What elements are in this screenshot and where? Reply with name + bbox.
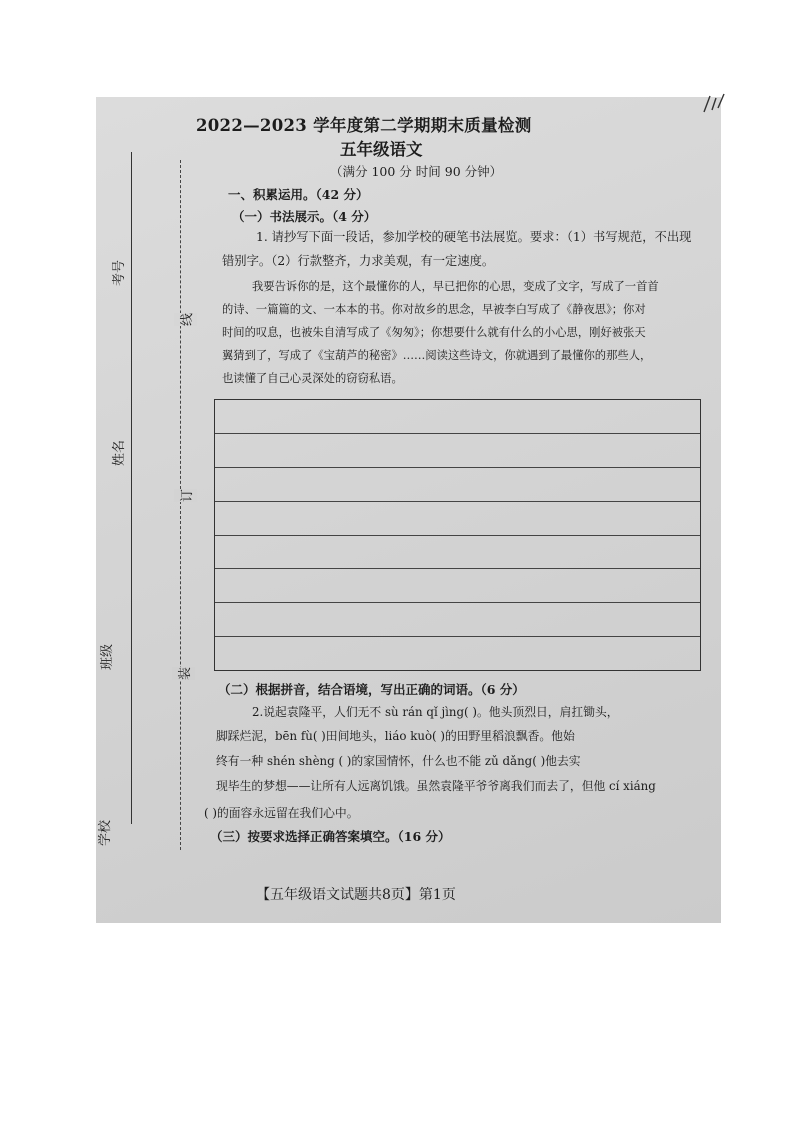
passage-line: 翼猜到了，写成了《宝葫芦的秘密》……阅读这些诗文，你就遇到了最懂你的那些人， (222, 349, 652, 362)
section1-heading: 一、积累运用。（42 分） (228, 187, 369, 202)
passage-line: 的诗、一篇篇的文、一本本的书。你对故乡的思念，早被李白写成了《静夜思》；你对 (222, 303, 646, 316)
q2-line: ( )的面容永远留在我们心中。 (204, 806, 359, 820)
writing-line (215, 501, 700, 502)
exam-subtitle: 五年级语文 (340, 140, 423, 159)
page-footer: 【五年级语文试题共8页】第1页 (256, 887, 456, 903)
school-label: 学校 (98, 819, 113, 846)
passage-line: 时间的叹息，也被朱自清写成了《匆匆》；你想要什么就有什么的小心思，刚好被张天 (222, 326, 646, 339)
passage-line: 也读懂了自己心灵深处的窃窃私语。 (222, 372, 403, 385)
q1-instruction-line2: 错别字。（2）行款整齐，力求美观，有一定速度。 (222, 254, 495, 268)
exam-title: 2022—2023 学年度第二学期期末质量检测 (196, 116, 532, 135)
part3-heading: （三）按要求选择正确答案填空。（16 分） (210, 829, 451, 844)
binding-mark-zhuang: 装 (172, 667, 195, 680)
corner-mark (700, 92, 730, 116)
part1-heading: （一）书法展示。（4 分） (232, 209, 377, 224)
q2-line: 现毕生的梦想——让所有人远离饥饿。虽然袁隆平爷爷离我们而去了，但他 cí xiáng (216, 779, 656, 793)
writing-line (215, 535, 700, 536)
q2-line: 脚踩烂泥，bēn fù( )田间地头，liáo kuò( )的田野里稻浪飘香。他始 (216, 729, 575, 743)
class-label: 班级 (100, 643, 115, 670)
passage-line: 我要告诉你的是，这个最懂你的人，早已把你的心思，变成了文字，写成了一首首 (252, 280, 659, 293)
writing-line (215, 433, 700, 434)
q2-line: 终有一种 shén shèng ( )的家国情怀，什么也不能 zǔ dǎng( )他去实 (216, 754, 581, 768)
exam-number-label: 考号 (112, 259, 127, 286)
name-label: 姓名 (112, 439, 127, 466)
binding-mark-xian: 线 (174, 313, 197, 326)
calligraphy-writing-box[interactable] (214, 399, 701, 671)
writing-line (215, 568, 700, 569)
exam-meta: （满分 100 分 时间 90 分钟） (330, 164, 503, 179)
writing-line (215, 636, 700, 637)
binding-dashed-line (180, 160, 181, 850)
binding-mark-ding: 订 (174, 489, 197, 502)
q2-line: 2.说起袁隆平，人们无不 sù rán qǐ jìng( )。他头顶烈日，肩扛锄头， (252, 705, 619, 719)
writing-line (215, 467, 700, 468)
q1-instruction-line1: 1. 请抄写下面一段话，参加学校的硬笔书法展览。要求：（1）书写规范，不出现 (256, 230, 692, 244)
writing-line (215, 602, 700, 603)
binding-line-left (131, 152, 132, 824)
part2-heading: （二）根据拼音，结合语境，写出正确的词语。（6 分） (218, 682, 525, 697)
